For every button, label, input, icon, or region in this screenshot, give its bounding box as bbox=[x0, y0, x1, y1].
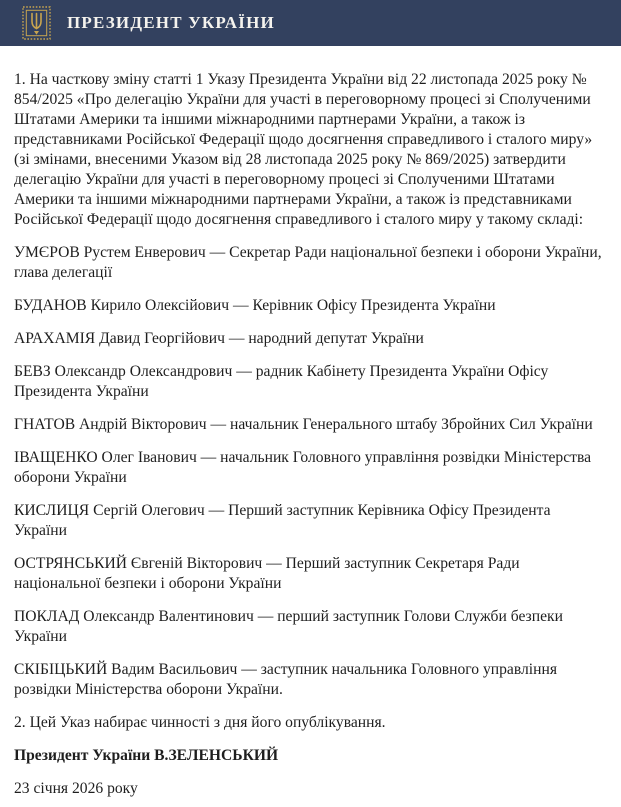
delegate-item-poklad: ПОКЛАД Олександр Валентинович — перший заступник Голови Служби безпеки України bbox=[14, 608, 563, 645]
delegate-item-kyslytsia: КИСЛИЦЯ Сергій Олегович — Перший заступник Керівника Офісу Президента України bbox=[14, 502, 551, 539]
decree-clause-2: 2. Цей Указ набирає чинності з дня його опублікування. bbox=[14, 714, 386, 731]
site-title: ПРЕЗИДЕНТ УКРАЇНИ bbox=[67, 13, 275, 32]
tryzub-emblem-icon bbox=[22, 6, 51, 40]
decree-document bbox=[0, 46, 621, 807]
delegate-item-budanov: БУДАНОВ Кирило Олексійович — Керівник Офісу Президента України bbox=[14, 297, 496, 314]
delegate-item-skibitskyi: СКІБІЦЬКИЙ Вадим Васильович — заступник начальника Головного управління розвідки Міністерства оборони України. bbox=[14, 661, 557, 698]
decree-clause-1: 1. На часткову зміну статті 1 Указу Президента України від 22 листопада 2025 року № 854/2025 «Про делегацію України для участі в переговорному процесі зі Сполученими Штатами Америки та іншими міжнародними партнерами України, а також із представниками Російської Федерації щодо досягнення справедливого і сталого миру» (зі змінами, внесеними Указом від 28 листопада 2025 року № 869/2025) затвердити делегацію України для участі в переговорному процесі зі Сполученими Штатами Америки та іншими міжнародними партнерами України, а також із представниками Російської Федерації щодо досягнення справедливого і сталого миру у такому складі: bbox=[14, 71, 593, 228]
delegate-item-ivashchenko: ІВАЩЕНКО Олег Іванович — начальник Головного управління розвідки Міністерства оборони України bbox=[14, 449, 592, 486]
delegate-item-arakhamia: АРАХАМІЯ Давид Георгійович — народний депутат України bbox=[14, 330, 424, 347]
decree-date: 23 січня 2026 року bbox=[14, 780, 138, 797]
delegate-item-umerov: УМЄРОВ Рустем Енверович — Секретар Ради національної безпеки і оборони України, глава делегації bbox=[14, 244, 602, 281]
delegate-item-hnatov: ГНАТОВ Андрій Вікторович — начальник Генерального штабу Збройних Сил України bbox=[14, 416, 593, 433]
signature-line: Президент України В.ЗЕЛЕНСЬКИЙ bbox=[14, 747, 279, 764]
header-bar bbox=[0, 0, 621, 46]
delegate-item-ostrianskyi: ОСТРЯНСЬКИЙ Євгеній Вікторович — Перший заступник Секретаря Ради національної безпеки і оборони України bbox=[14, 555, 520, 592]
delegate-item-bevz: БЕВЗ Олександр Олександрович — радник Кабінету Президента України Офісу Президента України bbox=[14, 363, 549, 400]
